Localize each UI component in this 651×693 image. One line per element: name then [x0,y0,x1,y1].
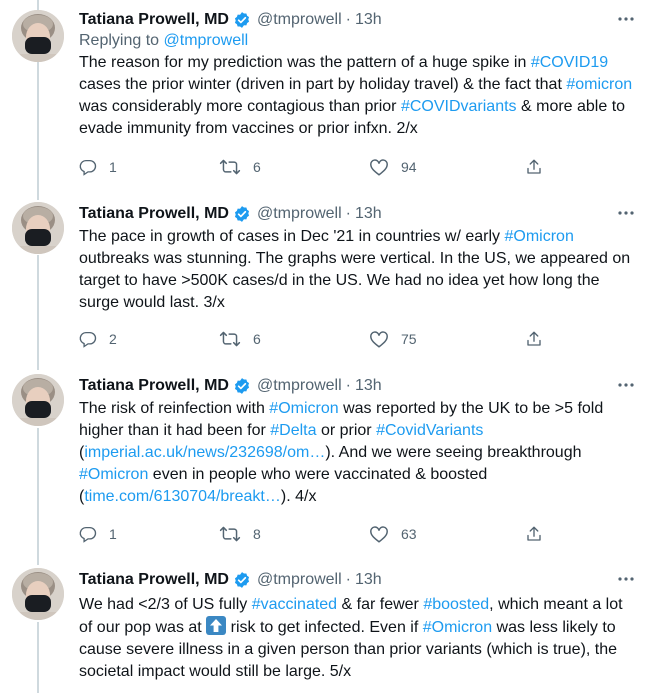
author-handle[interactable]: @tmprowell [256,205,342,222]
text-segment: , which meant a lot of our pop was at [79,596,623,636]
like-count: 94 [401,159,417,175]
separator-dot: · [345,205,351,222]
separator-dot: · [345,571,351,588]
retweet-icon [219,330,241,348]
heart-icon [369,525,389,543]
text-segment: & far fewer [337,596,424,613]
author-name[interactable]: Tatiana Prowell, MD [79,571,229,588]
hashtag-link[interactable]: #Omicron [79,466,149,483]
hashtag-link[interactable]: #COVID19 [530,54,609,71]
reply-button[interactable] [79,525,117,543]
text-segment: was less likely to cause severe illness in a given person than prior variants (which is true), the societal impact would still be large. 5/x [79,619,618,680]
verified-badge-icon [233,377,251,395]
share-button[interactable] [525,330,543,348]
more-icon[interactable] [615,374,637,396]
tweet-text [79,594,639,683]
like-count: 63 [401,526,417,542]
tweet-header [79,8,637,32]
tweet-header [79,202,637,226]
verified-badge-icon [233,11,251,29]
reply-button[interactable] [79,158,117,176]
share-button[interactable] [525,525,543,543]
text-segment: The pace in growth of cases in Dec '21 in countries w/ early [79,228,505,245]
reply-icon [79,330,97,348]
retweet-count: 6 [253,159,261,175]
tweet[interactable] [0,374,651,556]
hashtag-link[interactable]: #Delta [270,422,317,439]
text-segment: cases the prior winter (driven in part by holiday travel) & the fact that [79,76,567,93]
retweet-count: 6 [253,331,261,347]
retweet-icon [219,525,241,543]
verified-badge-icon [233,205,251,223]
author-handle[interactable]: @tmprowell [256,11,342,28]
reply-count: 2 [109,331,117,347]
share-icon [525,525,543,543]
text-segment: risk to get infected. Even if [226,619,423,636]
text-segment: The reason for my prediction was the pattern of a huge spike in [79,54,531,71]
hashtag-link[interactable]: #boosted [423,596,490,613]
retweet-icon [219,158,241,176]
share-icon [525,158,543,176]
timestamp[interactable]: 13h [354,11,382,28]
separator-dot: · [345,11,351,28]
text-segment: was reported by the UK to be >5 fold higher than it had been for [79,400,604,439]
reply-count: 1 [109,526,117,542]
like-button[interactable] [369,330,417,348]
text-segment: was considerably more contagious than prior [79,98,401,115]
tweet-header [79,374,637,398]
heart-icon [369,330,389,348]
separator-dot: · [345,377,351,394]
url-link[interactable]: imperial.ac.uk/news/232698/om… [84,444,326,461]
replying-to [79,30,639,52]
tweet-text [79,398,639,508]
retweet-count: 8 [253,526,261,542]
author-handle[interactable]: @tmprowell [256,377,342,394]
hashtag-link[interactable]: #CovidVariants [376,422,484,439]
like-button[interactable] [369,525,417,543]
tweet[interactable] [0,568,651,693]
hashtag-link[interactable]: #vaccinated [251,596,338,613]
text-segment: ). 4/x [280,488,317,505]
more-icon[interactable] [615,8,637,30]
share-icon [525,330,543,348]
timestamp[interactable]: 13h [354,377,382,394]
reply-icon [79,525,97,543]
reply-count: 1 [109,159,117,175]
like-button[interactable] [369,158,417,176]
avatar[interactable] [12,374,64,426]
tweet-header [79,568,637,592]
reply-icon [79,158,97,176]
share-button[interactable] [525,158,543,176]
tweet-actions [79,328,549,350]
hashtag-link[interactable]: #Omicron [504,228,574,245]
text-segment: & more able to evade immunity from vaccines or prior infxn. 2/x [79,98,626,137]
retweet-button[interactable] [219,158,261,176]
text-segment: or prior [316,422,377,439]
verified-badge-icon [233,571,251,589]
avatar[interactable] [12,202,64,254]
tweet-text [79,52,639,140]
avatar[interactable] [12,568,64,620]
tweet-actions [79,156,549,178]
hashtag-link[interactable]: #Omicron [269,400,339,417]
author-name[interactable]: Tatiana Prowell, MD [79,377,229,394]
more-icon[interactable] [615,202,637,224]
like-count: 75 [401,331,417,347]
author-name[interactable]: Tatiana Prowell, MD [79,11,229,28]
timestamp[interactable]: 13h [354,571,382,588]
avatar[interactable] [12,10,64,62]
text-segment: The risk of reinfection with [79,400,270,417]
text-segment: ). And we were seeing breakthrough [325,444,582,461]
replying-to-handle[interactable]: @tmprowell [163,32,249,49]
retweet-button[interactable] [219,330,261,348]
text-segment: We had <2/3 of US fully [79,596,252,613]
tweet-actions [79,523,549,545]
text-segment: ( [79,444,85,461]
reply-button[interactable] [79,330,117,348]
url-link[interactable]: time.com/6130704/breakt… [84,488,281,505]
hashtag-link[interactable]: #COVIDvariants [400,98,517,115]
text-segment: outbreaks was stunning. The graphs were vertical. In the US, we appeared on target to have >500K cases/d in the US. We had no idea yet how long the surge would last. 3/x [79,250,631,311]
tweet-text [79,226,639,314]
replying-to-prefix: Replying to [79,32,160,49]
retweet-button[interactable] [219,525,261,543]
up-arrow-emoji-icon [206,616,226,635]
tweet[interactable] [0,202,651,362]
timestamp[interactable]: 13h [354,205,382,222]
author-handle[interactable]: @tmprowell [256,571,342,588]
hashtag-link[interactable]: #omicron [566,76,633,93]
tweet[interactable] [0,8,651,188]
text-segment: even in people who were vaccinated & boosted ( [79,466,488,505]
heart-icon [369,158,389,176]
author-name[interactable]: Tatiana Prowell, MD [79,205,229,222]
more-icon[interactable] [615,568,637,590]
hashtag-link[interactable]: #Omicron [422,619,493,636]
